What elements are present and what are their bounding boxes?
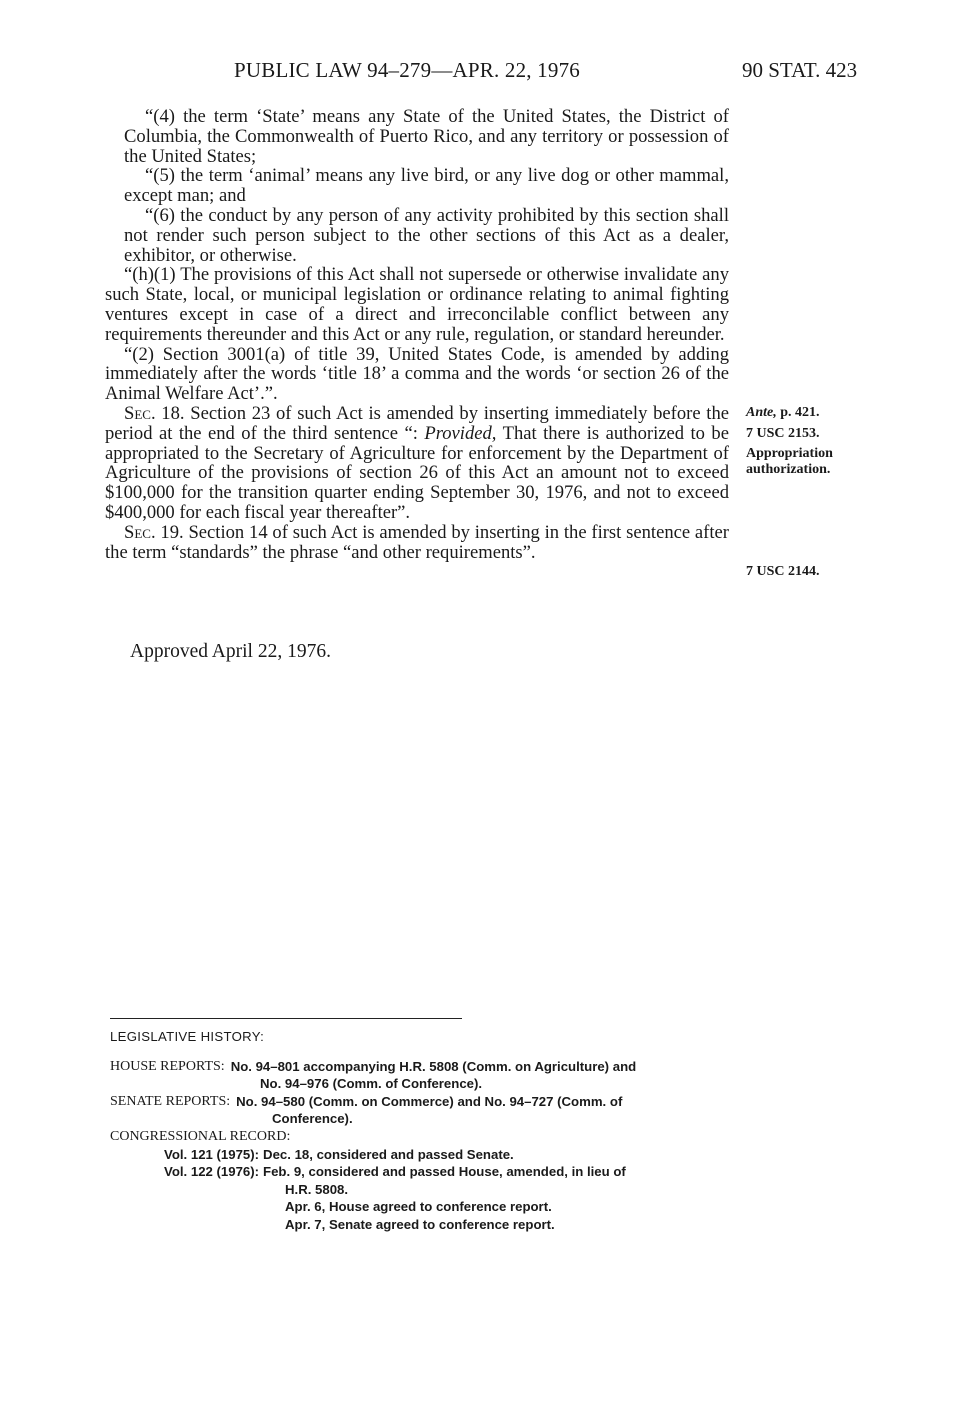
sec-18-provided: Provided, [424, 422, 497, 444]
record-apr-6: Apr. 6, House agreed to conference report. [285, 1199, 552, 1215]
paragraph-h2-section-3001: “(2) Section 3001(a) of title 39, United States Code, is amended by adding immediately after the words ‘title 18’ a comma and the words ‘or section 26 of the Animal Welfare Act’.”. [105, 343, 729, 405]
paragraph-conduct: “(6) the conduct by any person of any activity prohibited by this section shall not render such person subject to the other sections of this Act as a dealer, exhibitor, or otherwise. [124, 204, 729, 266]
senate-reports [110, 1093, 738, 1111]
house-reports-label: HOUSE REPORTS: [110, 1058, 225, 1074]
section-label: Sec. 18. [124, 402, 185, 424]
stat-page-number: 90 STAT. 423 [742, 58, 858, 82]
ante-page: p. 421. [776, 405, 820, 420]
paragraph-sec-19 [105, 523, 729, 563]
house-reports-continued: No. 94–976 (Comm. of Conference). [260, 1076, 483, 1092]
sec-18-text-a: Section 23 of such Act is amended by inserting immediately before the period at the end of the third sentence “: [105, 402, 729, 444]
paragraph-animal-definition: “(5) the term ‘animal’ means any live bird, or any live dog or other mammal, except man; and [124, 165, 729, 207]
paragraph-state-definition: “(4) the term ‘State’ means any State of the United States, the District of Columbia, the Commonwealth of Puerto Rico, and any territory or possession of the United States; [124, 106, 729, 167]
record-vol-122 [110, 1163, 738, 1181]
sec-19-text: Section 14 of such Act is amended by inserting in the first sentence after the term “standards” the phrase “and other requirements”. [105, 521, 729, 563]
history-divider [110, 1018, 462, 1019]
page-title: PUBLIC LAW 94–279—APR. 22, 1976 [234, 58, 580, 82]
vol-121-label: Vol. 121 (1975): [164, 1146, 260, 1162]
section-label: Sec. 19. [124, 521, 184, 543]
margin-note-ante [746, 405, 856, 421]
senate-reports-continued: Conference). [272, 1111, 353, 1127]
house-reports [110, 1058, 738, 1076]
record-vol-121 [110, 1146, 738, 1164]
vol-122-label: Vol. 122 (1976): [164, 1164, 260, 1180]
sec-18-text-b: That there is authorized to be appropriated to the Secretary of Agriculture for enforcement by the Department of Agriculture of the provisions of section 26 of this Act an amount not to exceed $100,000 for the transition quarter ending September 30, 1976, and not to exceed $400,000 for each fiscal year thereafter”. [105, 422, 729, 523]
ante-italic: Ante, [746, 405, 777, 420]
house-reports-text: No. 94–801 accompanying H.R. 5808 (Comm. on Agriculture) and [230, 1058, 637, 1074]
margin-note-appropriation: Appropriation authorization. [746, 446, 833, 477]
margin-note-usc-2153: 7 USC 2153. [746, 426, 820, 441]
history-title: LEGISLATIVE HISTORY: [110, 1029, 265, 1044]
margin-note-usc-2144: 7 USC 2144. [746, 564, 820, 579]
senate-reports-label: SENATE REPORTS: [110, 1093, 231, 1109]
paragraph-sec-18 [105, 404, 729, 523]
legislative-history [110, 1028, 738, 1234]
vol-122-continued: H.R. 5808. [285, 1181, 349, 1197]
vol-122-text: Feb. 9, considered and passed House, amended, in lieu of [263, 1164, 626, 1180]
congressional-record-label: CONGRESSIONAL RECORD: [110, 1128, 291, 1144]
senate-reports-text: No. 94–580 (Comm. on Commerce) and No. 94–727 (Comm. of [236, 1093, 623, 1109]
vol-121-text: Dec. 18, considered and passed Senate. [263, 1146, 514, 1162]
paragraph-h1-provisions: “(h)(1) The provisions of this Act shall not supersede or otherwise invalidate any such State, local, or municipal legislation or ordinance relating to animal fighting ventures except in case of a direct and irreconcilable conflict between any requirements thereunder and this Act or any rule, regulation, or standard hereunder. [105, 264, 729, 345]
approval-date: Approved April 22, 1976. [130, 641, 331, 662]
statute-body [105, 107, 729, 562]
record-apr-7: Apr. 7, Senate agreed to conference report. [285, 1216, 555, 1232]
